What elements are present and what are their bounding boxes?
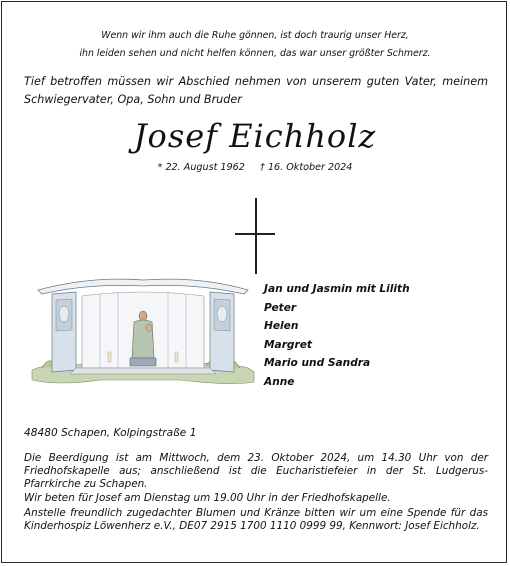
- verse-line-2: ihn leiden sehen und nicht helfen können, das war unser größter Schmerz.: [79, 48, 431, 59]
- memorial-verse: [0, 27, 510, 63]
- life-dates: [0, 161, 510, 175]
- chapel-drawing-icon: [30, 270, 256, 390]
- mourner-item: Peter: [264, 301, 297, 314]
- donation-paragraph: Anstelle freundlich zugedachter Blumen und Kränze bitten wir um eine Spende für das Kinderhospiz Löwenherz e.V., DE07 2915 1700 1110 0999 99, Kennwort: Josef Eichholz.: [24, 507, 488, 532]
- birth-date: * 22. August 1962: [157, 162, 245, 173]
- family-address: 48480 Schapen, Kolpingstraße 1: [24, 427, 197, 439]
- funeral-paragraph: Die Beerdigung ist am Mittwoch, dem 23. Oktober 2024, um 14.30 Uhr von der Friedhofskapelle aus; anschließend ist die Eucharistiefeier in der St. Ludgerus-Pfarrkirche zu Schapen.: [24, 452, 488, 490]
- mourner-item: Jan und Jasmin mit Lilith: [264, 283, 410, 295]
- mourner-item: Helen: [264, 320, 299, 333]
- cross-icon-bar: [235, 233, 275, 235]
- mourner-item: Anne: [264, 375, 295, 388]
- mourner-item: Margret: [264, 338, 312, 351]
- cross-icon: [255, 198, 257, 274]
- mourner-item: Mario und Sandra: [264, 357, 371, 370]
- intro-text: Tief betroffen müssen wir Abschied nehmen von unserem guten Vater, meinem Schwiegervater, Opa, Sohn und Bruder: [24, 75, 488, 106]
- mourners-list: [264, 280, 410, 392]
- prayer-paragraph: Wir beten für Josef am Dienstag um 19.00 Uhr in der Friedhofskapelle.: [24, 492, 391, 505]
- verse-line-1: Wenn wir ihm auch die Ruhe gönnen, ist doch traurig unser Herz,: [101, 30, 409, 41]
- deceased-name: Josef Eichholz: [133, 117, 377, 155]
- death-date: † 16. Oktober 2024: [260, 162, 353, 173]
- service-details: [24, 452, 488, 535]
